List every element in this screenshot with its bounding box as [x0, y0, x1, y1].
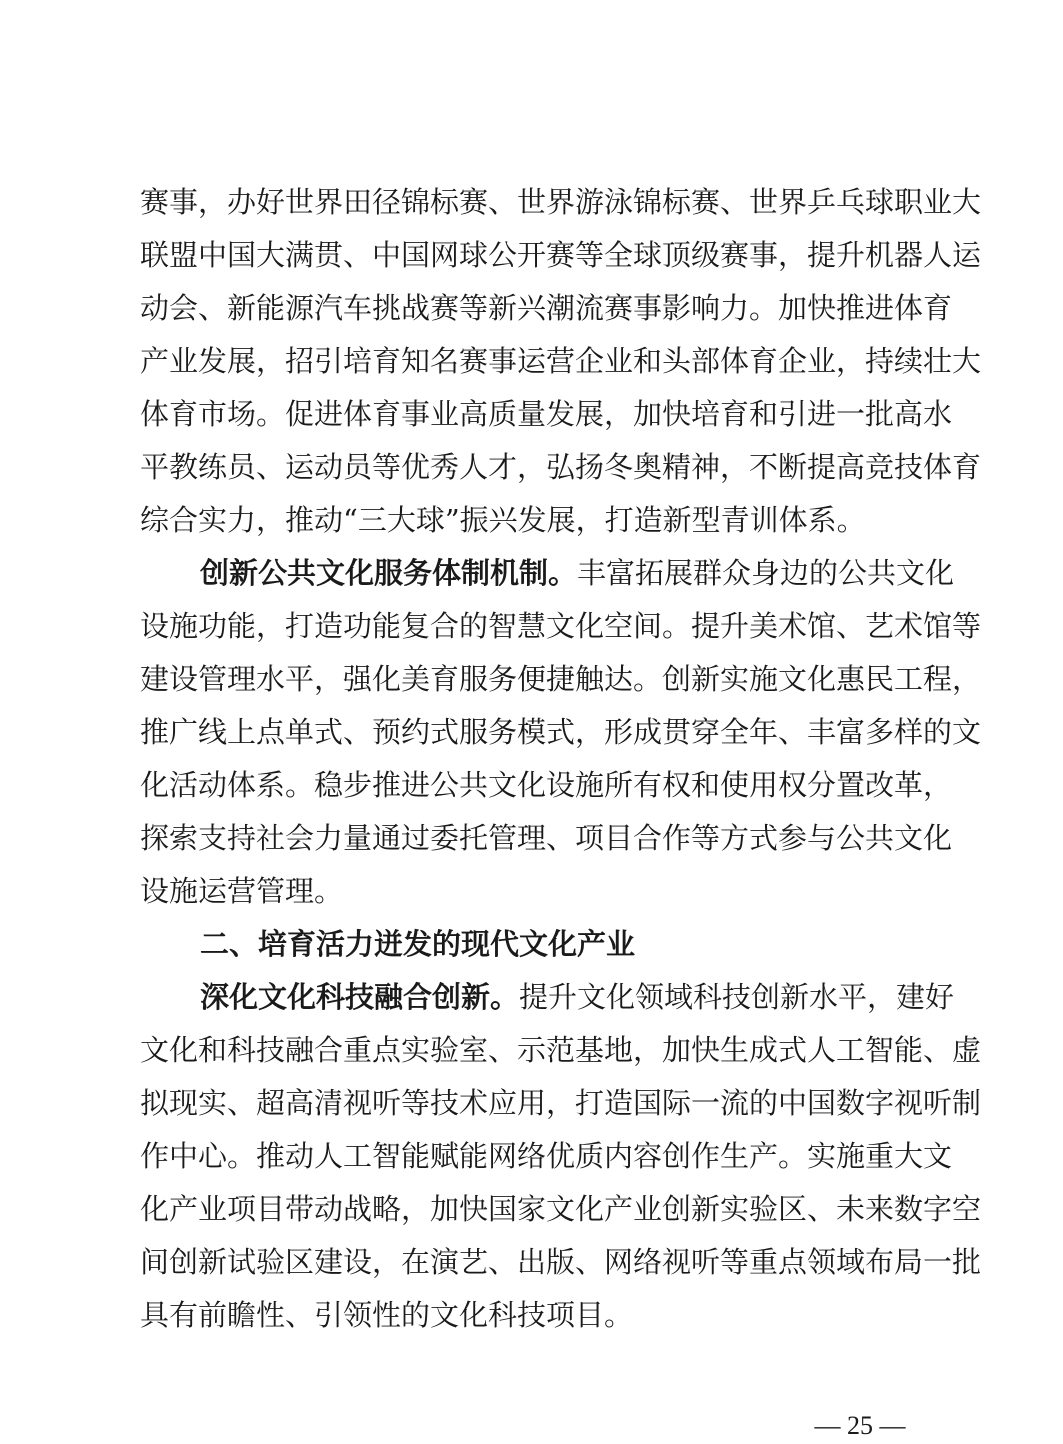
text-line: 赛事，办好世界田径锦标赛、世界游泳锦标赛、世界乒乓球职业大 — [140, 185, 982, 219]
section-heading: 二、培育活力迸发的现代文化产业 — [200, 927, 636, 961]
paragraph-first-line — [140, 971, 955, 1024]
paragraph-lead-title: 创新公共文化服务体制机制。 — [200, 556, 578, 590]
text-line: 联盟中国大满贯、中国网球公开赛等全球顶级赛事，提升机器人运 — [140, 238, 982, 272]
paragraph-lead-rest: 丰富拓展群众身边的公共文化 — [577, 556, 955, 590]
paragraph-lead-rest: 提升文化领域科技创新水平，建好 — [519, 980, 955, 1014]
text-line: 设施运营管理。 — [140, 874, 344, 908]
paragraph-first-line — [140, 547, 955, 600]
text-line: 推广线上点单式、预约式服务模式，形成贯穿全年、丰富多样的文 — [140, 715, 982, 749]
text-line: 拟现实、超高清视听等技术应用，打造国际一流的中国数字视听制 — [140, 1086, 982, 1120]
text-line: 产业发展，招引培育知名赛事运营企业和头部体育企业，持续壮大 — [140, 344, 982, 378]
paragraph-lead-title: 深化文化科技融合创新。 — [200, 980, 520, 1014]
text-line: 化产业项目带动战略，加快国家文化产业创新实验区、未来数字空 — [140, 1192, 982, 1226]
text-line: 作中心。推动人工智能赋能网络优质内容创作生产。实施重大文 — [140, 1139, 953, 1173]
text-line: 文化和科技融合重点实验室、示范基地，加快生成式人工智能、虚 — [140, 1033, 982, 1067]
text-line: 化活动体系。稳步推进公共文化设施所有权和使用权分置改革， — [140, 768, 953, 802]
document-body — [140, 176, 982, 1342]
text-line: 间创新试验区建设，在演艺、出版、网络视听等重点领域布局一批 — [140, 1245, 982, 1279]
text-line: 动会、新能源汽车挑战赛等新兴潮流赛事影响力。加快推进体育 — [140, 291, 953, 325]
text-line: 具有前瞻性、引领性的文化科技项目。 — [140, 1298, 634, 1332]
text-line: 建设管理水平，强化美育服务便捷触达。创新实施文化惠民工程， — [140, 662, 982, 696]
text-line: 综合实力，推动“三大球”振兴发展，打造新型青训体系。 — [140, 503, 866, 537]
text-line: 设施功能，打造功能复合的智慧文化空间。提升美术馆、艺术馆等 — [140, 609, 982, 643]
page-number: — 25 — — [814, 1411, 906, 1440]
text-line: 体育市场。促进体育事业高质量发展，加快培育和引进一批高水 — [140, 397, 953, 431]
text-line: 平教练员、运动员等优秀人才，弘扬冬奥精神，不断提高竞技体育 — [140, 450, 982, 484]
text-line: 探索支持社会力量通过委托管理、项目合作等方式参与公共文化 — [140, 821, 953, 855]
